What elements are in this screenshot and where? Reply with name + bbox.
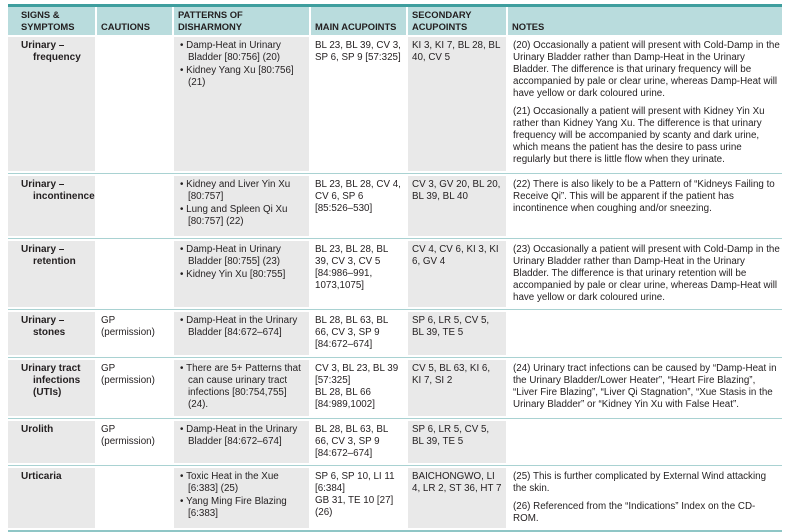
secondary-acupoints-text: KI 3, KI 7, BL 28, BL 40, CV 5 <box>412 40 501 63</box>
signs-symptoms-cell <box>8 468 95 528</box>
patterns-list <box>180 179 305 228</box>
signs-symptoms-cell <box>8 421 95 463</box>
acupoint-entry: BL 28, BL 66 [84:989,1002] <box>315 387 375 410</box>
cautions-cell <box>97 421 172 463</box>
pattern-item: • Lung and Spleen Qi Xu [80:757] (22) <box>180 204 305 228</box>
note-paragraph: (23) Occasionally a patient will present with Cold-Damp in the Urinary Bladder rather than Damp-Heat in the Urinary Bladder. The difference is that urinary retention will be accompanied by pale or clear urine, whereas Damp-Heat will have yellow or dark coloured urine. <box>513 244 780 303</box>
patterns-of-disharmony-cell <box>174 37 309 171</box>
pattern-item: • Damp-Heat in Urinary Bladder [80:756] (20) <box>180 40 305 64</box>
note-paragraph: (22) There is also likely to be a Pattern of “Kidneys Failing to Receive Qi”. This will be apparent if the patient has incontinence when coughing and/or sneezing. <box>513 179 775 214</box>
table-row <box>8 418 782 465</box>
main-acupoints-cell <box>311 421 406 463</box>
caution-label: GP (permission) <box>101 363 155 386</box>
patterns-of-disharmony-cell <box>174 176 309 236</box>
acupoint-entry: BL 23, BL 28, BL 39, CV 3, CV 5 [84:986–991, 1073,1075] <box>315 244 388 291</box>
patterns-list <box>180 315 305 339</box>
column-header-secondary-acupoints: SECONDARY ACUPOINTS <box>408 7 506 35</box>
signs-symptoms-cell <box>8 176 95 236</box>
pattern-item: • Damp-Heat in the Urinary Bladder [84:672–674] <box>180 315 305 339</box>
secondary-acupoints-cell <box>408 241 506 307</box>
secondary-acupoints-cell <box>408 176 506 236</box>
cautions-cell <box>97 241 172 307</box>
signs-symptoms-label: Urinary tract infections (UTIs) <box>21 363 81 398</box>
main-acupoints-cell <box>311 37 406 171</box>
signs-symptoms-label: Urinary – retention <box>21 244 76 267</box>
table-row <box>8 173 782 238</box>
patterns-of-disharmony-cell <box>174 241 309 307</box>
signs-symptoms-label: Urticaria <box>21 471 62 482</box>
signs-symptoms-label: Urinary – stones <box>21 315 66 338</box>
column-header-signs-symptoms: SIGNS & SYMPTOMS <box>8 7 95 35</box>
pattern-item: • Kidney Yin Xu [80:755] <box>180 269 305 281</box>
table-row <box>8 238 782 309</box>
pattern-item: • Damp-Heat in Urinary Bladder [80:755] (23) <box>180 244 305 268</box>
secondary-acupoints-text: BAICHONGWO, LI 4, LR 2, ST 36, HT 7 <box>412 471 502 494</box>
main-acupoints-cell <box>311 360 406 416</box>
main-acupoints-cell <box>311 176 406 236</box>
signs-symptoms-cell <box>8 312 95 355</box>
patterns-of-disharmony-cell <box>174 360 309 416</box>
main-acupoints-cell <box>311 241 406 307</box>
cautions-cell <box>97 176 172 236</box>
acupuncture-reference-table <box>8 4 782 532</box>
signs-symptoms-label: Urolith <box>21 424 54 435</box>
acupoint-entry: SP 6, SP 10, LI 11 [6:384] <box>315 471 395 494</box>
acupoint-entry: GB 31, TE 10 [27] (26) <box>315 495 394 518</box>
column-header-cautions: CAUTIONS <box>97 7 172 35</box>
cautions-cell <box>97 37 172 171</box>
secondary-acupoints-cell <box>408 421 506 463</box>
table-row <box>8 309 782 357</box>
note-paragraph: (24) Urinary tract infections can be caused by “Damp-Heat in the Urinary Bladder/Lower Heater”, “Heart Fire Blazing”, “Liver Fire Blazing”, “Liver Qi Stagnation”, “Xue Stasis in the Urinary Bladder” or “Kidney Yin Xu with False Heat”. <box>513 363 777 410</box>
acupoint-entry: BL 28, BL 63, BL 66, CV 3, SP 9 [84:672–674] <box>315 424 388 459</box>
secondary-acupoints-text: SP 6, LR 5, CV 5, BL 39, TE 5 <box>412 424 490 447</box>
patterns-list <box>180 40 305 89</box>
notes-cell <box>508 176 782 236</box>
notes-cell <box>508 468 782 528</box>
acupoint-entry: CV 3, BL 23, BL 39 [57:325] <box>315 363 399 386</box>
signs-symptoms-label: Urinary – frequency <box>21 40 81 63</box>
cautions-cell <box>97 312 172 355</box>
patterns-of-disharmony-cell <box>174 468 309 528</box>
pattern-item: • Kidney Yang Xu [80:756] (21) <box>180 65 305 89</box>
note-paragraph: (25) This is further complicated by External Wind attacking the skin. <box>513 471 767 494</box>
signs-symptoms-label: Urinary – incontinence <box>21 179 95 202</box>
column-header-main-acupoints: MAIN ACUPOINTS <box>311 7 406 35</box>
secondary-acupoints-cell <box>408 37 506 171</box>
pattern-item: • Yang Ming Fire Blazing [6:383] <box>180 496 305 520</box>
note-paragraph: (26) Referenced from the “Indications” Index on the CD-ROM. <box>513 501 756 524</box>
pattern-item: • There are 5+ Patterns that can cause urinary tract infections [80:754,755] (24). <box>180 363 305 411</box>
secondary-acupoints-text: CV 5, BL 63, KI 6, KI 7, SI 2 <box>412 363 491 386</box>
notes-cell <box>508 241 782 307</box>
caution-label: GP (permission) <box>101 424 155 447</box>
patterns-list <box>180 363 305 411</box>
main-acupoints-cell <box>311 468 406 528</box>
patterns-of-disharmony-cell <box>174 421 309 463</box>
notes-cell <box>508 360 782 416</box>
patterns-list <box>180 244 305 281</box>
patterns-of-disharmony-cell <box>174 312 309 355</box>
table-body <box>8 35 782 530</box>
pattern-item: • Damp-Heat in the Urinary Bladder [84:672–674] <box>180 424 305 448</box>
note-paragraph: (20) Occasionally a patient will present with Cold-Damp in the Urinary Bladder rather than Damp-Heat in the Urinary Bladder. The difference is that urinary frequency will be accompanied by pale or clear urine, whereas Damp-Heat will have yellow or dark coloured urine. <box>513 40 780 99</box>
signs-symptoms-cell <box>8 37 95 171</box>
table-row <box>8 35 782 173</box>
acupoint-entry: BL 23, BL 39, CV 3, SP 6, SP 9 [57:325] <box>315 40 401 63</box>
pattern-item: • Kidney and Liver Yin Xu [80:757] <box>180 179 305 203</box>
secondary-acupoints-text: SP 6, LR 5, CV 5, BL 39, TE 5 <box>412 315 490 338</box>
notes-cell <box>508 312 782 355</box>
cautions-cell <box>97 360 172 416</box>
secondary-acupoints-cell <box>408 468 506 528</box>
table-row <box>8 465 782 530</box>
note-paragraph: (21) Occasionally a patient will present with Kidney Yin Xu rather than Kidney Yang Xu. The difference is that urinary frequency will be accompanied by scanty and dark urine, which means the patient has the desire to pass urine regularly but there is little flow when they urinate. <box>513 106 765 165</box>
secondary-acupoints-text: CV 3, GV 20, BL 20, BL 39, BL 40 <box>412 179 501 202</box>
main-acupoints-cell <box>311 312 406 355</box>
secondary-acupoints-cell <box>408 360 506 416</box>
secondary-acupoints-text: CV 4, CV 6, KI 3, KI 6, GV 4 <box>412 244 499 267</box>
secondary-acupoints-cell <box>408 312 506 355</box>
notes-cell <box>508 37 782 171</box>
caution-label: GP (permission) <box>101 315 155 338</box>
table-header-row <box>8 7 782 35</box>
notes-cell <box>508 421 782 463</box>
cautions-cell <box>97 468 172 528</box>
patterns-list <box>180 424 305 448</box>
signs-symptoms-cell <box>8 360 95 416</box>
acupoint-entry: BL 28, BL 63, BL 66, CV 3, SP 9 [84:672–674] <box>315 315 388 350</box>
column-header-notes: NOTES <box>508 7 782 35</box>
acupoint-entry: BL 23, BL 28, CV 4, CV 6, SP 6 [85:526–530] <box>315 179 401 214</box>
table-row <box>8 357 782 418</box>
pattern-item: • Toxic Heat in the Xue [6:383] (25) <box>180 471 305 495</box>
column-header-patterns: PATTERNS OF DISHARMONY <box>174 7 309 35</box>
signs-symptoms-cell <box>8 241 95 307</box>
